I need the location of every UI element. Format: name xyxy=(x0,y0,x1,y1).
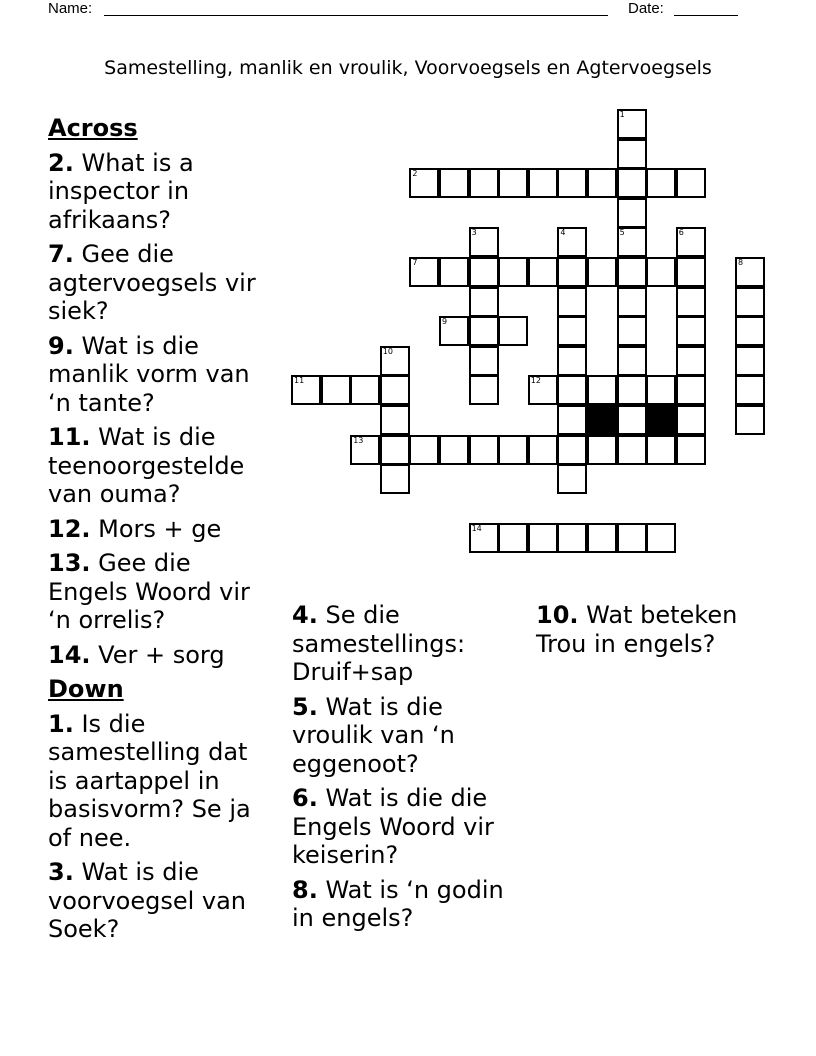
crossword-cell[interactable] xyxy=(469,523,499,553)
crossword-cell[interactable] xyxy=(498,168,528,198)
clues-column-left xyxy=(48,114,274,950)
clue-number-label: 7 xyxy=(412,258,418,267)
crossword-cell[interactable] xyxy=(498,257,528,287)
crossword-cell[interactable] xyxy=(587,257,617,287)
crossword-cell[interactable] xyxy=(676,168,706,198)
across-clue-11 xyxy=(48,423,274,509)
crossword-cell[interactable] xyxy=(557,375,587,405)
crossword-cell[interactable] xyxy=(676,375,706,405)
down-clue-5 xyxy=(292,693,524,779)
clue-number: 1. xyxy=(48,709,74,738)
clue-text: Se die samestellings: Druif+sap xyxy=(292,601,466,686)
clue-text: Wat is die manlik vorm van ‘n tante? xyxy=(48,331,250,417)
crossword-cell[interactable] xyxy=(676,287,706,317)
clue-number-label: 3 xyxy=(471,228,477,238)
crossword-cell[interactable] xyxy=(380,346,410,376)
crossword-cell[interactable] xyxy=(528,257,558,287)
clue-number: 3. xyxy=(48,858,74,886)
crossword-cell[interactable] xyxy=(676,405,706,435)
crossword-cell[interactable] xyxy=(291,375,321,405)
crossword-cell[interactable] xyxy=(617,257,647,287)
crossword-cell[interactable] xyxy=(409,435,439,465)
crossword-cell[interactable] xyxy=(735,287,765,317)
clue-number: 8. xyxy=(292,875,318,904)
crossword-cell[interactable] xyxy=(735,375,765,405)
clue-number-label: 5 xyxy=(619,228,625,238)
crossword-cell[interactable] xyxy=(350,375,380,405)
crossword-cell[interactable] xyxy=(557,346,587,376)
clue-number-label: 6 xyxy=(678,228,684,238)
crossword-cell[interactable] xyxy=(646,257,676,287)
crossword-block xyxy=(646,405,676,435)
clue-number-label: 10 xyxy=(382,346,393,356)
crossword-cell[interactable] xyxy=(557,523,587,553)
crossword-cell[interactable] xyxy=(676,257,706,287)
crossword-cell[interactable] xyxy=(557,464,587,494)
crossword-cell[interactable] xyxy=(617,405,647,435)
date-field[interactable] xyxy=(674,15,738,16)
crossword-cell[interactable] xyxy=(617,109,647,139)
crossword-cell[interactable] xyxy=(617,523,647,553)
crossword-cell[interactable] xyxy=(439,257,469,287)
across-clue-7 xyxy=(48,240,274,326)
clue-number: 14. xyxy=(48,640,91,669)
clue-number: 7. xyxy=(48,240,74,268)
clue-number-label: 9 xyxy=(442,317,448,327)
crossword-cell[interactable] xyxy=(617,287,647,317)
crossword-cell[interactable] xyxy=(469,168,499,198)
crossword-cell[interactable] xyxy=(439,435,469,465)
clue-number: 5. xyxy=(292,692,318,721)
clues-column-right xyxy=(536,601,768,664)
down-clue-6 xyxy=(292,784,524,870)
crossword-cell[interactable] xyxy=(380,405,410,435)
header xyxy=(48,0,768,20)
crossword-cell[interactable] xyxy=(735,405,765,435)
crossword-cell[interactable] xyxy=(557,287,587,317)
crossword-cell[interactable] xyxy=(676,435,706,465)
name-label: Name: xyxy=(48,0,93,17)
across-clue-2 xyxy=(48,149,274,235)
clue-number: 2. xyxy=(48,148,74,177)
crossword-cell[interactable] xyxy=(617,346,647,376)
crossword-cell[interactable] xyxy=(409,257,439,287)
clue-text: Ver + sorg xyxy=(98,640,225,669)
clue-number: 12. xyxy=(48,514,91,543)
crossword-cell[interactable] xyxy=(469,316,499,346)
crossword-cell[interactable] xyxy=(498,523,528,553)
crossword-cell[interactable] xyxy=(321,375,351,405)
clue-text: Wat is die vroulik van ‘n eggenoot? xyxy=(292,692,455,778)
down-clue-3 xyxy=(48,858,274,944)
clue-number: 11. xyxy=(48,423,91,451)
crossword-cell[interactable] xyxy=(617,435,647,465)
clue-number-label: 14 xyxy=(471,524,482,534)
clue-number-label: 2 xyxy=(412,169,418,179)
clue-text: Wat is die teenoorgestelde van ouma? xyxy=(48,423,245,508)
down-clue-8 xyxy=(292,876,524,933)
clue-number-label: 8 xyxy=(738,258,744,267)
crossword-cell[interactable] xyxy=(646,523,676,553)
crossword-cell[interactable] xyxy=(557,405,587,435)
crossword-cell[interactable] xyxy=(469,435,499,465)
across-clue-14 xyxy=(48,641,274,670)
crossword-cell[interactable] xyxy=(587,523,617,553)
crossword-cell[interactable] xyxy=(557,168,587,198)
across-clue-9 xyxy=(48,332,274,418)
clue-number: 10. xyxy=(536,601,579,629)
crossword-cell[interactable] xyxy=(528,435,558,465)
crossword-cell[interactable] xyxy=(676,227,706,257)
clue-number-label: 11 xyxy=(294,376,305,386)
crossword-cell[interactable] xyxy=(617,168,647,198)
clue-number-label: 12 xyxy=(530,376,541,386)
clue-number: 4. xyxy=(292,601,318,629)
crossword-cell[interactable] xyxy=(646,435,676,465)
clues-column-middle xyxy=(292,601,524,939)
clue-number: 9. xyxy=(48,331,74,360)
crossword-cell[interactable] xyxy=(735,316,765,346)
crossword-cell[interactable] xyxy=(469,227,499,257)
crossword-cell[interactable] xyxy=(528,375,558,405)
crossword-cell[interactable] xyxy=(439,168,469,198)
across-clue-12 xyxy=(48,515,274,544)
crossword-cell[interactable] xyxy=(380,375,410,405)
crossword-cell[interactable] xyxy=(735,346,765,376)
crossword-cell[interactable] xyxy=(676,346,706,376)
clue-text: What is a inspector in afrikaans? xyxy=(48,148,194,234)
clue-text: Wat beteken Trou in engels? xyxy=(536,601,738,658)
crossword-cell[interactable] xyxy=(557,257,587,287)
crossword-cell[interactable] xyxy=(617,316,647,346)
crossword-cell[interactable] xyxy=(528,168,558,198)
crossword-cell[interactable] xyxy=(676,316,706,346)
down-clue-10 xyxy=(536,601,768,658)
crossword-cell[interactable] xyxy=(587,168,617,198)
crossword-cell[interactable] xyxy=(380,435,410,465)
crossword-cell[interactable] xyxy=(557,316,587,346)
crossword-cell[interactable] xyxy=(587,375,617,405)
crossword-cell[interactable] xyxy=(498,435,528,465)
crossword-cell[interactable] xyxy=(469,287,499,317)
clue-text: Wat is die voorvoegsel van Soek? xyxy=(48,858,247,943)
crossword-cell[interactable] xyxy=(587,435,617,465)
crossword-cell[interactable] xyxy=(557,435,587,465)
clue-text: Mors + ge xyxy=(98,514,222,543)
crossword-cell[interactable] xyxy=(528,523,558,553)
across-heading: Across xyxy=(48,114,138,142)
crossword-cell[interactable] xyxy=(350,435,380,465)
clue-text: Gee die agtervoegsels vir siek? xyxy=(48,240,256,325)
page-title: Samestelling, manlik en vroulik, Voorvoegsels en Agtervoegsels xyxy=(104,57,712,79)
crossword-cell[interactable] xyxy=(380,464,410,494)
clue-text: Wat is ‘n godin in engels? xyxy=(292,875,504,932)
crossword-cell[interactable] xyxy=(498,316,528,346)
clue-number-label: 13 xyxy=(353,435,364,445)
crossword-cell[interactable] xyxy=(617,227,647,257)
across-clue-13 xyxy=(48,549,274,635)
crossword-cell[interactable] xyxy=(439,316,469,346)
crossword-cell[interactable] xyxy=(469,257,499,287)
down-clue-4 xyxy=(292,601,524,687)
down-clue-1 xyxy=(48,710,274,853)
clue-text: Wat is die die Engels Woord vir keiserin? xyxy=(292,784,494,869)
crossword-cell[interactable] xyxy=(646,168,676,198)
crossword-cell[interactable] xyxy=(617,198,647,228)
crossword-cell[interactable] xyxy=(409,168,439,198)
crossword-block xyxy=(587,405,617,435)
clue-text: Gee die Engels Woord vir ‘n orrelis? xyxy=(48,549,250,634)
clue-text: Is die samestelling dat is aartappel in basisvorm? Se ja of nee. xyxy=(48,709,251,852)
crossword-cell[interactable] xyxy=(469,346,499,376)
clue-number: 13. xyxy=(48,549,91,577)
crossword-cell[interactable] xyxy=(469,375,499,405)
crossword-cell[interactable] xyxy=(646,375,676,405)
date-label: Date: xyxy=(628,0,664,17)
crossword-cell[interactable] xyxy=(735,257,765,287)
clue-number-label: 4 xyxy=(560,228,566,238)
clue-number: 6. xyxy=(292,784,318,812)
crossword-cell[interactable] xyxy=(557,227,587,257)
down-heading: Down xyxy=(48,675,124,703)
clue-number-label: 1 xyxy=(619,110,625,119)
name-field[interactable] xyxy=(104,15,608,16)
crossword-cell[interactable] xyxy=(617,375,647,405)
crossword-cell[interactable] xyxy=(617,139,647,169)
